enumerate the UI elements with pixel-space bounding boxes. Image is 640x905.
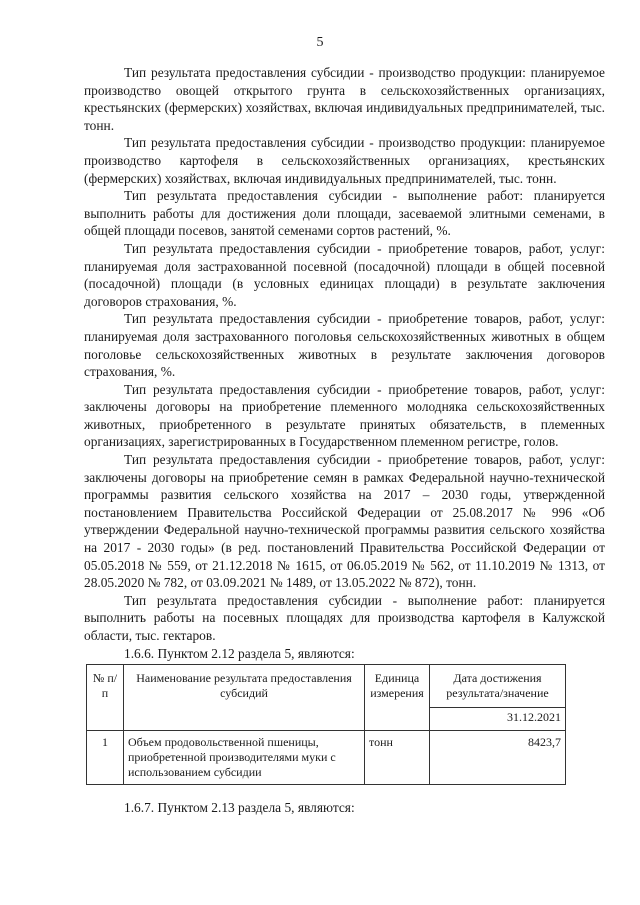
paragraph: Тип результата предоставления субсидии - приобретение товаров, работ, услуг: заключены договоры на приобретение семян в рамках Федеральной научно-технической программы развития сельского хозяйства на 2017 – 2030 годы, утвержденной постановлением Правительства Российской Федерации от 25.08.2017 № 996 «Об утверждении Федеральной научно-технической программы развития сельского хозяйства на 2017 - 2030 годы» (в ред. постановлений Правительства Российской Федерации от 05.05.2018 № 559, от 21.12.2018 № 1615, от 06.05.2019 № 562, от 11.10.2019 № 1313, от 28.05.2020 № 782, от 03.09.2021 № 1489, от 13.05.2022 № 872), тонн. bbox=[84, 452, 605, 591]
section-subheading: 1.6.7. Пунктом 2.13 раздела 5, являются: bbox=[124, 800, 355, 816]
row-value: 8423,7 bbox=[430, 731, 566, 785]
page-number: 5 bbox=[316, 35, 324, 50]
section-subheading: 1.6.6. Пунктом 2.12 раздела 5, являются: bbox=[124, 645, 355, 661]
header-number: № п/п bbox=[87, 665, 124, 731]
paragraph: Тип результата предоставления субсидии - приобретение товаров, работ, услуг: планируемая доля застрахованного поголовья сельскохозяйственных животных в общем поголовье сельскохозяйственных животных в результате заключения договоров страхования, %. bbox=[84, 311, 605, 380]
table-header-row bbox=[87, 665, 566, 708]
paragraph: Тип результата предоставления субсидии - производство продукции: планируемое производство картофеля в сельскохозяйственных организациях, крестьянских (фермерских) хозяйствах, включая индивидуальных предпринимателей, тыс. тонн. bbox=[84, 135, 605, 186]
row-unit: тонн bbox=[365, 731, 430, 785]
table-row bbox=[87, 731, 566, 785]
paragraph: Тип результата предоставления субсидии - выполнение работ: планируется выполнить работы для достижения доли площади, засеваемой элитными семенами, в общей площади посевов, занятой семенами сортов растений, %. bbox=[84, 188, 605, 239]
row-result-name: Объем продовольственной пшеницы, приобретенной производителями муки с использованием субсидии bbox=[124, 731, 365, 785]
date-value: 31.12.2021 bbox=[430, 708, 566, 731]
row-number: 1 bbox=[87, 731, 124, 785]
header-date: Дата достижения результата/значение bbox=[430, 665, 566, 708]
paragraph: Тип результата предоставления субсидии - приобретение товаров, работ, услуг: планируемая доля застрахованной посевной (посадочной) площади в общей посевной (посадочной) площади (в условных единицах площади) в результате заключения договоров страхования, %. bbox=[84, 240, 605, 309]
document-body bbox=[84, 64, 605, 817]
paragraph: Тип результата предоставления субсидии - приобретение товаров, работ, услуг: заключены договоры на приобретение племенного молодняка сельскохозяйственных животных, приобретенного в результате принятых обязательств, в племенных организациях, зарегистрированных в Государственном племенном регистре, голов. bbox=[84, 381, 605, 450]
paragraph: Тип результата предоставления субсидии - выполнение работ: планируется выполнить работы на посевных площадях для производства картофеля в Калужской области, тыс. гектаров. bbox=[84, 592, 605, 643]
header-unit: Единица измерения bbox=[365, 665, 430, 731]
header-result-name: Наименование результата предоставления субсидий bbox=[124, 665, 365, 731]
results-table bbox=[86, 664, 566, 785]
paragraph: Тип результата предоставления субсидии - производство продукции: планируемое производство овощей открытого грунта в сельскохозяйственных организациях, крестьянских (фермерских) хозяйствах, включая индивидуальных предпринимателей, тыс. тонн. bbox=[84, 65, 605, 133]
